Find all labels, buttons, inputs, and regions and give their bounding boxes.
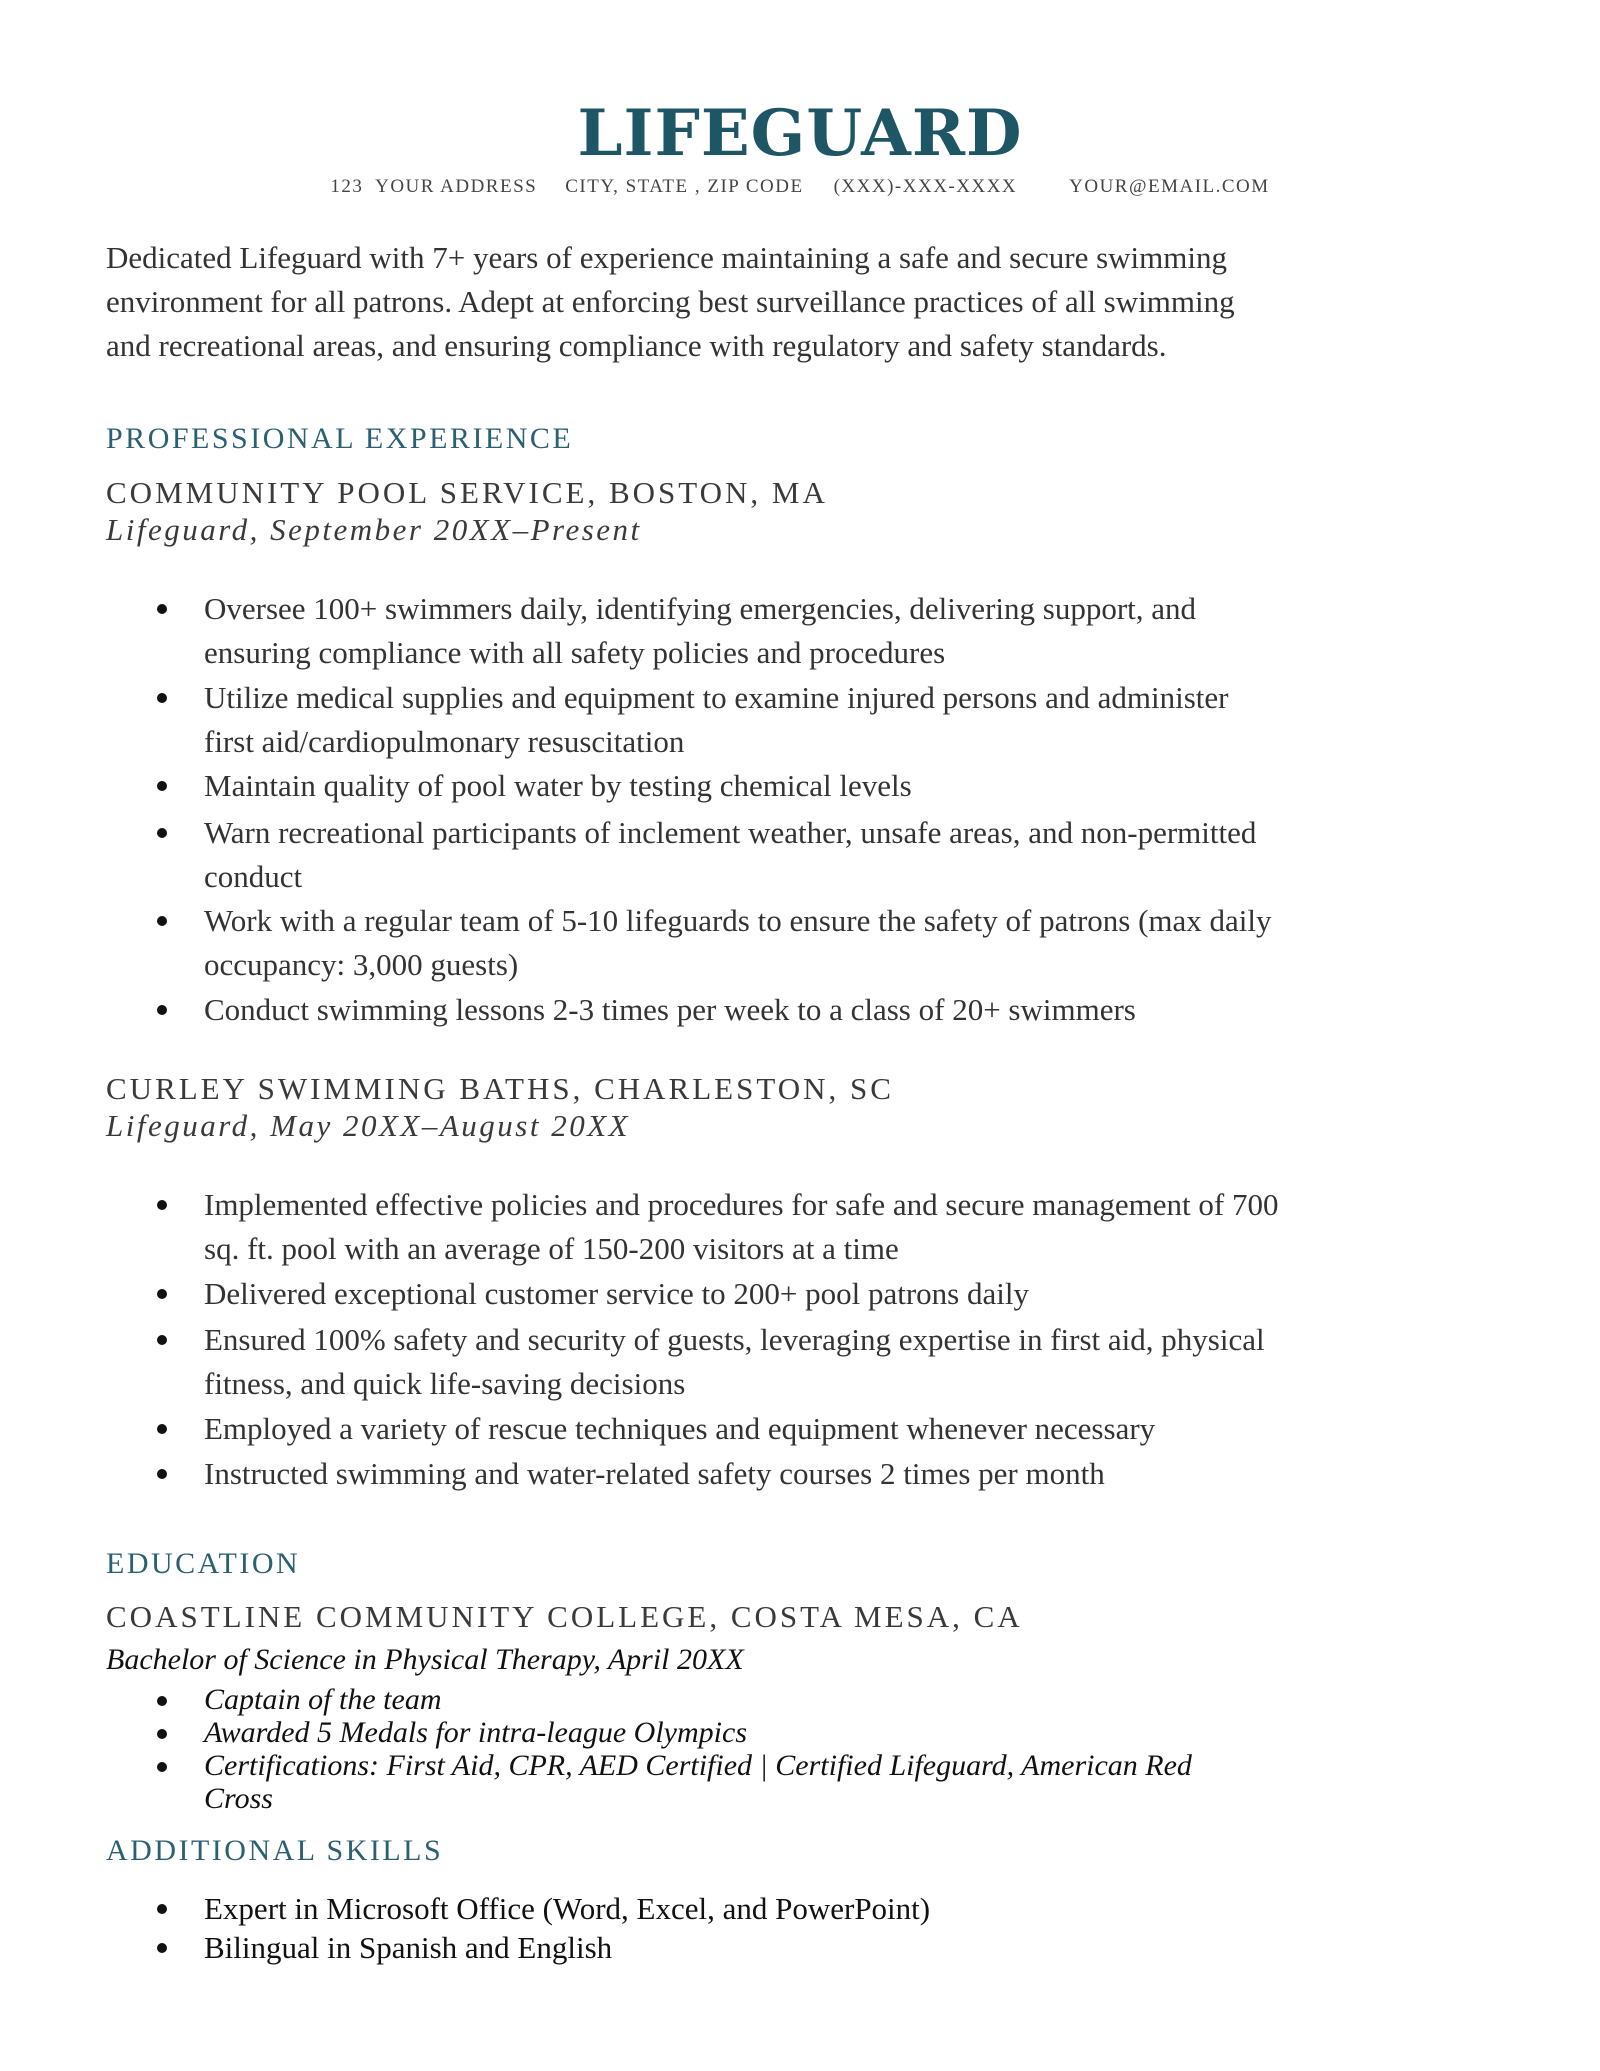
bullet-icon: [157, 781, 167, 791]
bullet-icon: [157, 1904, 167, 1914]
list-item: Expert in Microsoft Office (Word, Excel, and PowerPoint): [204, 1891, 931, 1926]
bullet-icon: [157, 1335, 167, 1345]
list-item-line: ensuring compliance with all safety policies and procedures: [204, 635, 946, 670]
bullet-icon: [157, 916, 167, 926]
bullet-icon: [157, 828, 167, 838]
list-item: [204, 1749, 1192, 1815]
bullet-icon: [157, 1005, 167, 1015]
bullet-icon: [157, 1469, 167, 1479]
list-item-line: Captain of the team: [204, 1683, 442, 1716]
list-item-line: Work with a regular team of 5-10 lifeguards to ensure the safety of patrons (max daily: [204, 903, 1272, 938]
list-item-line: Awarded 5 Medals for intra-league Olympics: [204, 1716, 747, 1749]
job-role: Lifeguard, September 20XX–Present: [106, 512, 642, 547]
list-item-line: sq. ft. pool with an average of 150-200 visitors at a time: [204, 1231, 899, 1266]
summary-line: environment for all patrons. Adept at enforcing best surveillance practices of all swimming: [106, 284, 1235, 319]
school-name: COASTLINE COMMUNITY COLLEGE, COSTA MESA, CA: [106, 1599, 1023, 1634]
list-item-line: Employed a variety of rescue techniques and equipment whenever necessary: [204, 1411, 1156, 1446]
bullet-icon: [157, 1762, 167, 1772]
list-item-line: Oversee 100+ swimmers daily, identifying emergencies, delivering support, and: [204, 591, 1197, 626]
list-item: [204, 988, 1136, 1032]
list-item-line: occupancy: 3,000 guests): [204, 947, 519, 982]
bullet-icon: [157, 1943, 167, 1953]
list-item-line: Utilize medical supplies and equipment to examine injured persons and administer: [204, 680, 1229, 715]
list-item: [204, 1716, 747, 1749]
list-item: [204, 1183, 1279, 1271]
list-item-line: Implemented effective policies and procedures for safe and secure management of 700: [204, 1187, 1279, 1222]
summary: [106, 236, 1506, 368]
list-item-line: Instructed swimming and water-related safety courses 2 times per month: [204, 1456, 1105, 1491]
bullet-icon: [157, 1424, 167, 1434]
section-heading-education: EDUCATION: [106, 1547, 301, 1580]
job-company: CURLEY SWIMMING BATHS, CHARLESTON, SC: [106, 1071, 894, 1106]
contact-city: CITY, STATE , ZIP CODE: [565, 176, 804, 197]
contact-phone: (XXX)-XXX-XXXX: [833, 176, 1018, 197]
bullet-icon: [157, 1289, 167, 1299]
list-item-line: conduct: [204, 859, 303, 894]
list-item-line: Conduct swimming lessons 2-3 times per week to a class of 20+ swimmers: [204, 992, 1136, 1027]
job-role: Lifeguard, May 20XX–August 20XX: [106, 1108, 631, 1143]
list-item: Bilingual in Spanish and English: [204, 1930, 613, 1965]
list-item: [204, 1683, 441, 1716]
summary-line: Dedicated Lifeguard with 7+ years of experience maintaining a safe and secure swimming: [106, 240, 1227, 275]
list-item-line: Certifications: First Aid, CPR, AED Certified | Certified Lifeguard, American Red: [204, 1749, 1192, 1782]
degree: Bachelor of Science in Physical Therapy, April 20XX: [106, 1643, 744, 1676]
list-item: [204, 1318, 1265, 1406]
list-item-line: Delivered exceptional customer service to 200+ pool patrons daily: [204, 1276, 1029, 1311]
section-heading-skills: ADDITIONAL SKILLS: [106, 1834, 444, 1867]
list-item: [204, 676, 1228, 764]
list-item: [204, 1407, 1155, 1451]
list-item-line: Warn recreational participants of inclement weather, unsafe areas, and non-permitted: [204, 815, 1257, 850]
contact-line: [0, 174, 1600, 200]
contact-address: 123 YOUR ADDRESS: [330, 176, 538, 197]
list-item-line: fitness, and quick life-saving decisions: [204, 1366, 686, 1401]
list-item: [204, 1272, 1029, 1316]
list-item-line: Cross: [204, 1782, 273, 1815]
bullet-icon: [157, 1200, 167, 1210]
list-item: [204, 764, 912, 808]
list-item-line: first aid/cardiopulmonary resuscitation: [204, 724, 685, 759]
list-item: [204, 587, 1196, 675]
bullet-icon: [157, 693, 167, 703]
summary-line: and recreational areas, and ensuring compliance with regulatory and safety standards.: [106, 328, 1167, 363]
section-heading-experience: PROFESSIONAL EXPERIENCE: [106, 422, 574, 455]
list-item: [204, 899, 1272, 987]
resume-title: LIFEGUARD: [577, 96, 1023, 171]
bullet-icon: [157, 604, 167, 614]
bullet-icon: [157, 1696, 167, 1706]
list-item: [204, 811, 1256, 899]
list-item-line: Ensured 100% safety and security of guests, leveraging expertise in first aid, physical: [204, 1322, 1265, 1357]
contact-email: YOUR@EMAIL.COM: [1069, 176, 1270, 197]
bullet-icon: [157, 1729, 167, 1739]
list-item-line: Maintain quality of pool water by testing chemical levels: [204, 768, 912, 803]
job-company: COMMUNITY POOL SERVICE, BOSTON, MA: [106, 475, 828, 510]
list-item: [204, 1452, 1105, 1496]
